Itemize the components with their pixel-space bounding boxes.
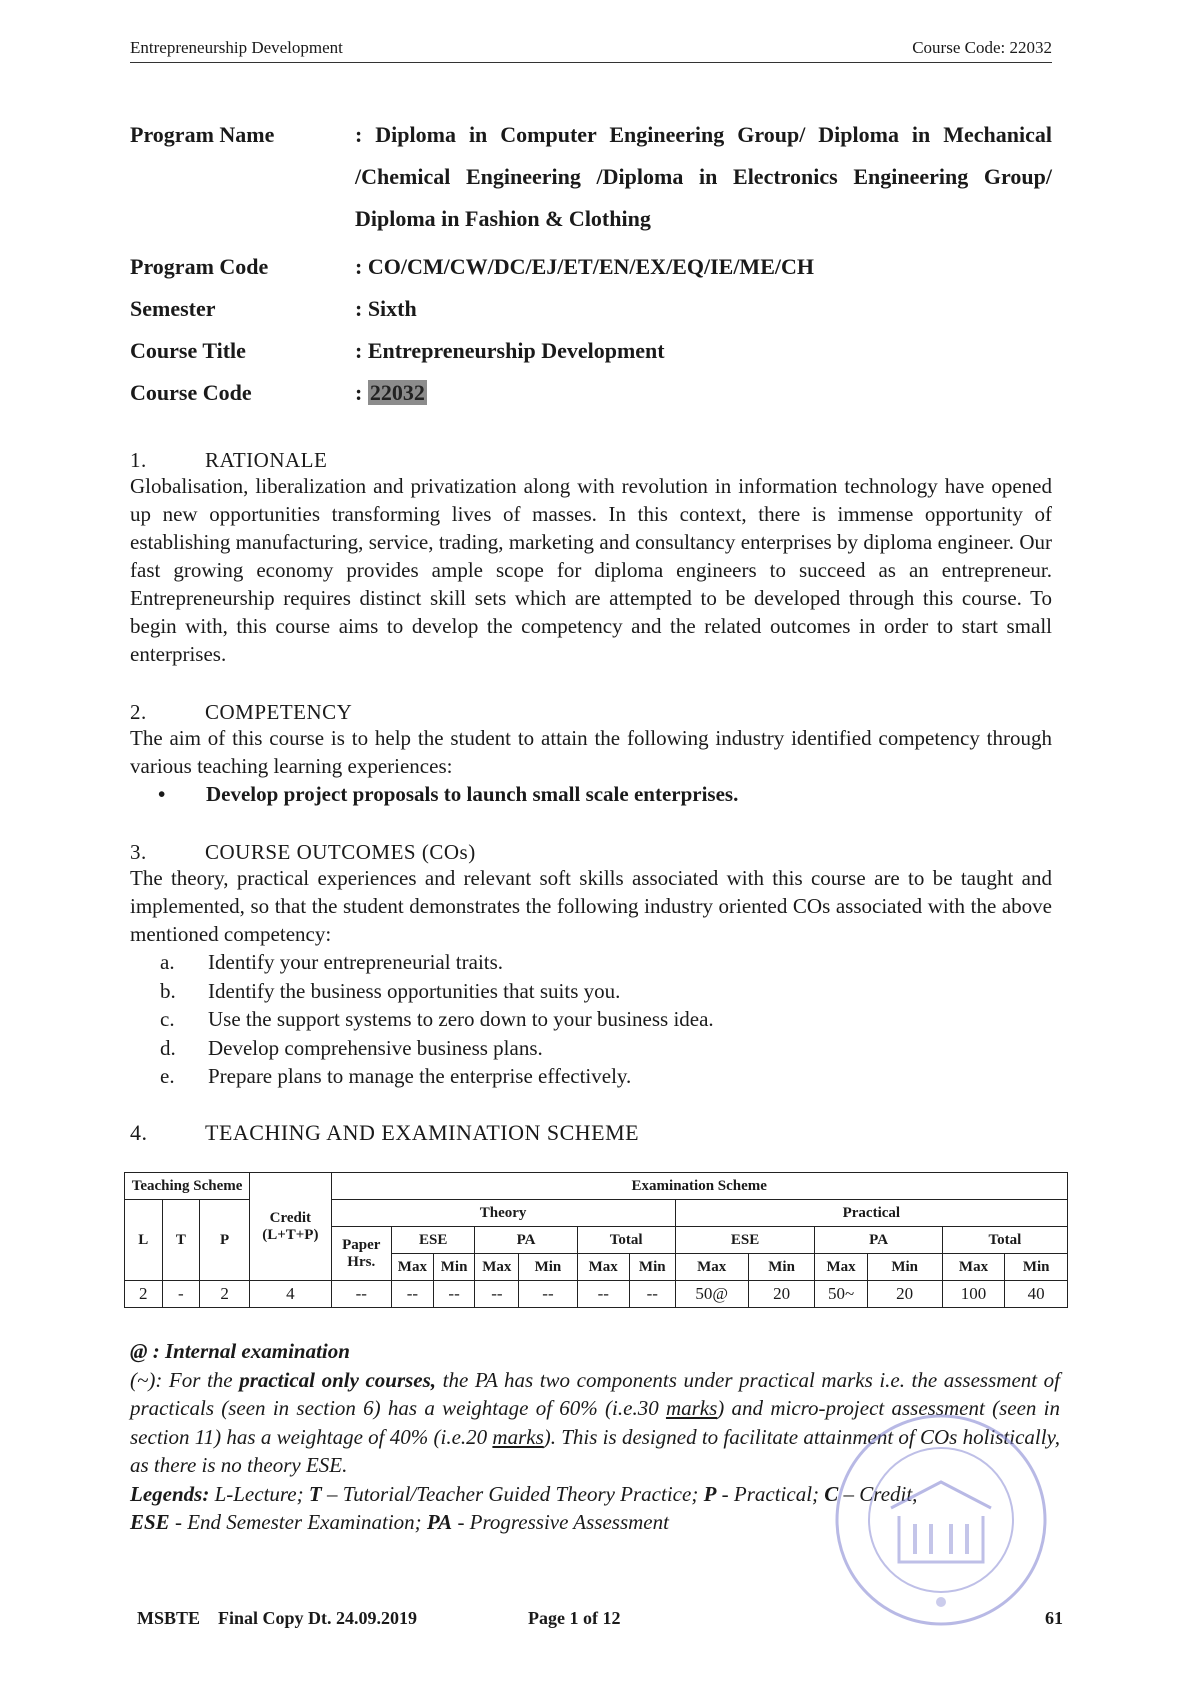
semester-label: Semester bbox=[130, 296, 216, 321]
teaching-examination-scheme-table bbox=[124, 1172, 1068, 1308]
min-header: Min bbox=[748, 1254, 815, 1281]
table-cell: 100 bbox=[942, 1281, 1005, 1308]
theory-total-header: Total bbox=[577, 1227, 675, 1254]
theory-header: Theory bbox=[331, 1200, 675, 1227]
section-title: COURSE OUTCOMES (COs) bbox=[205, 840, 476, 864]
footer-final-copy: MSBTE Final Copy Dt. 24.09.2019 bbox=[137, 1608, 418, 1628]
course-code-value bbox=[355, 378, 427, 408]
list-item: a. Identify your entrepreneurial traits. bbox=[160, 950, 504, 974]
course-code-row bbox=[130, 378, 1052, 408]
program-code-row bbox=[130, 252, 1052, 282]
table-cell: -- bbox=[392, 1281, 434, 1308]
program-code-value: : CO/CM/CW/DC/EJ/ET/EN/EX/EQ/IE/ME/CH bbox=[355, 254, 814, 279]
table-cell: -- bbox=[331, 1281, 392, 1308]
table-cell: 50~ bbox=[815, 1281, 867, 1308]
table-cell: 20 bbox=[867, 1281, 942, 1308]
table-cell: - bbox=[162, 1281, 200, 1308]
practical-ese-header: ESE bbox=[675, 1227, 815, 1254]
program-name-row bbox=[130, 120, 1052, 240]
list-item: d. Develop comprehensive business plans. bbox=[160, 1035, 543, 1060]
footer-sheet-number: 61 bbox=[1045, 1608, 1063, 1628]
section-rationale-heading bbox=[130, 448, 327, 473]
course-title-label: Course Title bbox=[130, 338, 246, 363]
examination-scheme-header: Examination Scheme bbox=[331, 1173, 1067, 1200]
section-number: 1. bbox=[130, 448, 147, 472]
table-cell: 2 bbox=[125, 1281, 163, 1308]
list-item: e. Prepare plans to manage the enterprise effectively. bbox=[160, 1064, 632, 1088]
list-item: b. Identify the business opportunities that suits you. bbox=[160, 978, 621, 1003]
section-number: 3. bbox=[130, 840, 147, 864]
semester-value: : Sixth bbox=[355, 296, 417, 321]
section-title: COMPETENCY bbox=[205, 700, 353, 724]
practical-header: Practical bbox=[675, 1200, 1067, 1227]
program-details bbox=[130, 120, 1052, 420]
program-name-label: Program Name bbox=[130, 122, 275, 147]
table-cell: 20 bbox=[748, 1281, 815, 1308]
course-code-highlight: 22032 bbox=[369, 380, 425, 405]
table-cell: -- bbox=[519, 1281, 577, 1308]
page-header bbox=[130, 36, 1052, 63]
legends-note: Legends: L-Lecture; T – Tutorial/Teacher Guided Theory Practice; P - Practical; C – Credit, ESE - End Semester Examination; PA - Progressive Assessment bbox=[130, 1481, 918, 1534]
max-header: Max bbox=[815, 1254, 867, 1281]
bullet-dot: • bbox=[158, 782, 166, 806]
table-cell: 40 bbox=[1005, 1281, 1068, 1308]
program-name-value: : Diploma in Computer Engineering Group/ Diploma in Mechanical /Chemical Engineering /Diploma in Electronics Engineering Group/ Diploma in Fashion & Clothing bbox=[355, 122, 1052, 231]
competency-text: The aim of this course is to help the student to attain the following industry identified competency through various teaching learning experiences: bbox=[130, 726, 1052, 778]
table-row bbox=[125, 1281, 1068, 1308]
theory-ese-header: ESE bbox=[392, 1227, 475, 1254]
header-course-name: Entrepreneurship Development bbox=[130, 38, 343, 57]
course-title-row bbox=[130, 336, 1052, 366]
max-header: Max bbox=[392, 1254, 434, 1281]
course-title-value: : Entrepreneurship Development bbox=[355, 338, 665, 363]
min-header: Min bbox=[519, 1254, 577, 1281]
institution-stamp-seal bbox=[833, 1412, 1049, 1628]
l-header: L bbox=[125, 1200, 163, 1281]
section-number: 2. bbox=[130, 700, 147, 724]
table-cell: -- bbox=[577, 1281, 629, 1308]
table-cell: 50@ bbox=[675, 1281, 748, 1308]
course-outcomes-text: The theory, practical experiences and relevant soft skills associated with this course are to be taught and implemented, so that the student demonstrates the following industry oriented COs associated with the above mentioned competency: bbox=[130, 866, 1052, 946]
section-course-outcomes-heading bbox=[130, 840, 476, 865]
section-number: 4. bbox=[130, 1120, 148, 1145]
competency-bullet bbox=[158, 782, 738, 807]
section-title: RATIONALE bbox=[205, 448, 328, 472]
table-cell: 4 bbox=[250, 1281, 331, 1308]
t-header: T bbox=[162, 1200, 200, 1281]
paper-hrs-header: Paper Hrs. bbox=[331, 1227, 392, 1281]
internal-exam-note: @ : Internal examination bbox=[130, 1339, 350, 1363]
section-competency-heading bbox=[130, 700, 352, 725]
course-code-label: Course Code bbox=[130, 380, 252, 405]
max-header: Max bbox=[475, 1254, 519, 1281]
max-header: Max bbox=[577, 1254, 629, 1281]
table-row bbox=[125, 1173, 1068, 1200]
list-item: c. Use the support systems to zero down to your business idea. bbox=[160, 1007, 714, 1031]
header-course-code: Course Code: 22032 bbox=[912, 38, 1052, 57]
practical-pa-header: PA bbox=[815, 1227, 942, 1254]
max-header: Max bbox=[942, 1254, 1005, 1281]
p-header: P bbox=[200, 1200, 250, 1281]
min-header: Min bbox=[433, 1254, 475, 1281]
practical-total-header: Total bbox=[942, 1227, 1067, 1254]
course-outcomes-list bbox=[160, 948, 714, 1091]
credit-header: Credit (L+T+P) bbox=[250, 1173, 331, 1281]
competency-bullet-text: Develop project proposals to launch small scale enterprises. bbox=[206, 782, 739, 806]
course-code-prefix: : bbox=[355, 380, 368, 405]
table-cell: -- bbox=[433, 1281, 475, 1308]
min-header: Min bbox=[629, 1254, 675, 1281]
min-header: Min bbox=[867, 1254, 942, 1281]
table-cell: -- bbox=[629, 1281, 675, 1308]
max-header: Max bbox=[675, 1254, 748, 1281]
section-scheme-heading bbox=[130, 1120, 639, 1146]
practical-pa-note: (~): For the practical only courses, the PA has two components under practical marks i.e. the assessment of practicals (seen in section 6) has a weightage of 60% (i.e.30 marks) and micro-project assessment (seen in section 11) has a weightage of 40% (i.e.20 marks). This is designed to facilitate attainment of COs holistically, as there is no theory ESE. bbox=[130, 1367, 1060, 1477]
footer-page-number: Page 1 of 12 bbox=[528, 1608, 621, 1628]
table-cell: -- bbox=[475, 1281, 519, 1308]
teaching-scheme-header: Teaching Scheme bbox=[125, 1173, 250, 1200]
semester-row bbox=[130, 294, 1052, 324]
rationale-text: Globalisation, liberalization and privatization along with revolution in information technology have opened up new opportunities transforming lives of masses. In this context, there is immense opportunity of establishing manufacturing, service, trading, marketing and consultancy enterprises by diploma engineer. Our fast growing economy provides ample scope for diploma engineers to succeed as an entrepreneur. Entrepreneurship requires distinct skill sets which are attempted to be developed through this course. To begin with, this course aims to develop the competency and the related outcomes in order to start small enterprises. bbox=[130, 474, 1052, 666]
min-header: Min bbox=[1005, 1254, 1068, 1281]
table-cell: 2 bbox=[200, 1281, 250, 1308]
section-title: TEACHING AND EXAMINATION SCHEME bbox=[205, 1120, 640, 1145]
program-code-label: Program Code bbox=[130, 254, 269, 279]
theory-pa-header: PA bbox=[475, 1227, 577, 1254]
